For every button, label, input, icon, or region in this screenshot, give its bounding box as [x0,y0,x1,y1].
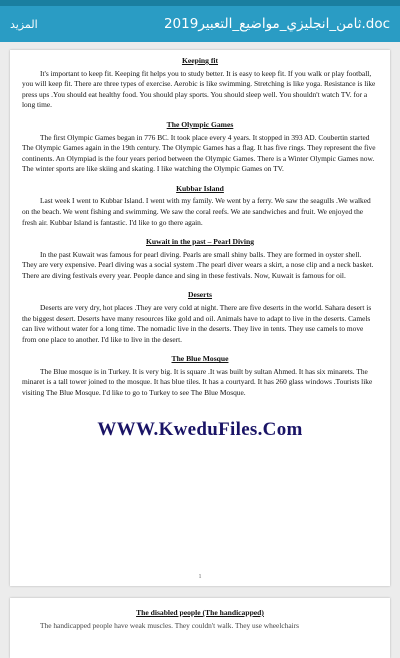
document-page-1[interactable] [10,50,390,586]
section-body: In the past Kuwait was famous for pearl diving. Pearls are small shiny balls. They are formed in oyster shell. They are very expensive. Pearl diving was a social system .The pearl diver wears a skirt, a nose clip and a neck basket. There are diving festivals every year. People dance and sing in these festivals. Now, Kuwait is famous for oil. [22,249,374,280]
section-body: Deserts are very dry, hot places .They are very cold at night. There are five deserts in the world. Sahara desert is the biggest desert. Deserts have many resources like gold and oil. Animals have to adapt to live in the deserts. Camels can live without water for a long time. The nomadic live in the deserts. They live in tents. They use camels to move from one place to another. I'd like to live in the desert. [22,303,372,344]
section-body: The Blue mosque is in Turkey. It is very big. It is square .It was built by sultan Ahmed. It has six minarets. The minaret is a tall tower joined to the mosque. It has blue tiles. It has a courtyard. It has 260 glass windows .Tourists like visiting The Blue Mosque. I'd like to go to Turkey to see The Blue Mosque. [22,366,373,397]
app-bar [0,6,400,42]
section-keeping-fit [22,56,378,111]
more-button[interactable]: المزيد [10,17,38,31]
website-watermark: WWW.KweduFiles.Com [97,418,303,440]
page-number: 1 [198,574,202,581]
section-body: It's important to keep fit. Keeping fit helps you to study better. It is easy to keep fit. If you walk or play football, you will keep fit. There are three types of exercise. Aerobic is like swimming. Stretching is like yoga. Resistance is like press ups .You should eat healthy food. You should play sports. You should sleep well. You shouldn't watch TV. for a long time. [22,68,376,110]
section-title: Kubbar Island [176,183,224,193]
section-body: The first Olympic Games began in 776 BC. It took place every 4 years. It stopped in 393 AD. Coubertin started The Olympic Games again in the 19th century. The Olympic Games has a flag. It has five rings. They represent the five continents. An Olympiad is the four years period between the Olympic Games. There is a Winter Olympic Games now. The winter sports are like skiing and skating. I like watching the Olympic Games on TV. [22,132,376,174]
section-title: The Blue Mosque [171,354,229,364]
section-title: Kuwait in the past – Pearl Diving [145,237,254,247]
document-title: ثامن_انجليزي_مواضيع_التعبير2019.doc [163,16,390,32]
section-title: Deserts [187,290,213,300]
section-olympic-games [22,120,378,175]
section-deserts [22,290,378,345]
section-title: The disabled people (The handicapped) [136,608,264,617]
section-title: Keeping fit [181,56,219,65]
section-body: The handicapped people have weak muscles. They couldn't walk. They use wheelchairs [40,620,300,630]
section-title: The Olympic Games [166,119,234,129]
section-kubbar-island [22,184,378,228]
section-pearl-diving [22,237,378,281]
document-page-2[interactable] [10,598,390,658]
section-blue-mosque [22,354,378,398]
section-body: Last week I went to Kubbar Island. I went with my family. We went by a ferry. We saw the seagulls .We walked on the beach. We went fishing and swimming. We saw the coral reefs. We ate sandwiches and fruit. We enjoyed the fresh air. Kubbar Island is fantastic. I'd like to go there again. [22,196,371,227]
